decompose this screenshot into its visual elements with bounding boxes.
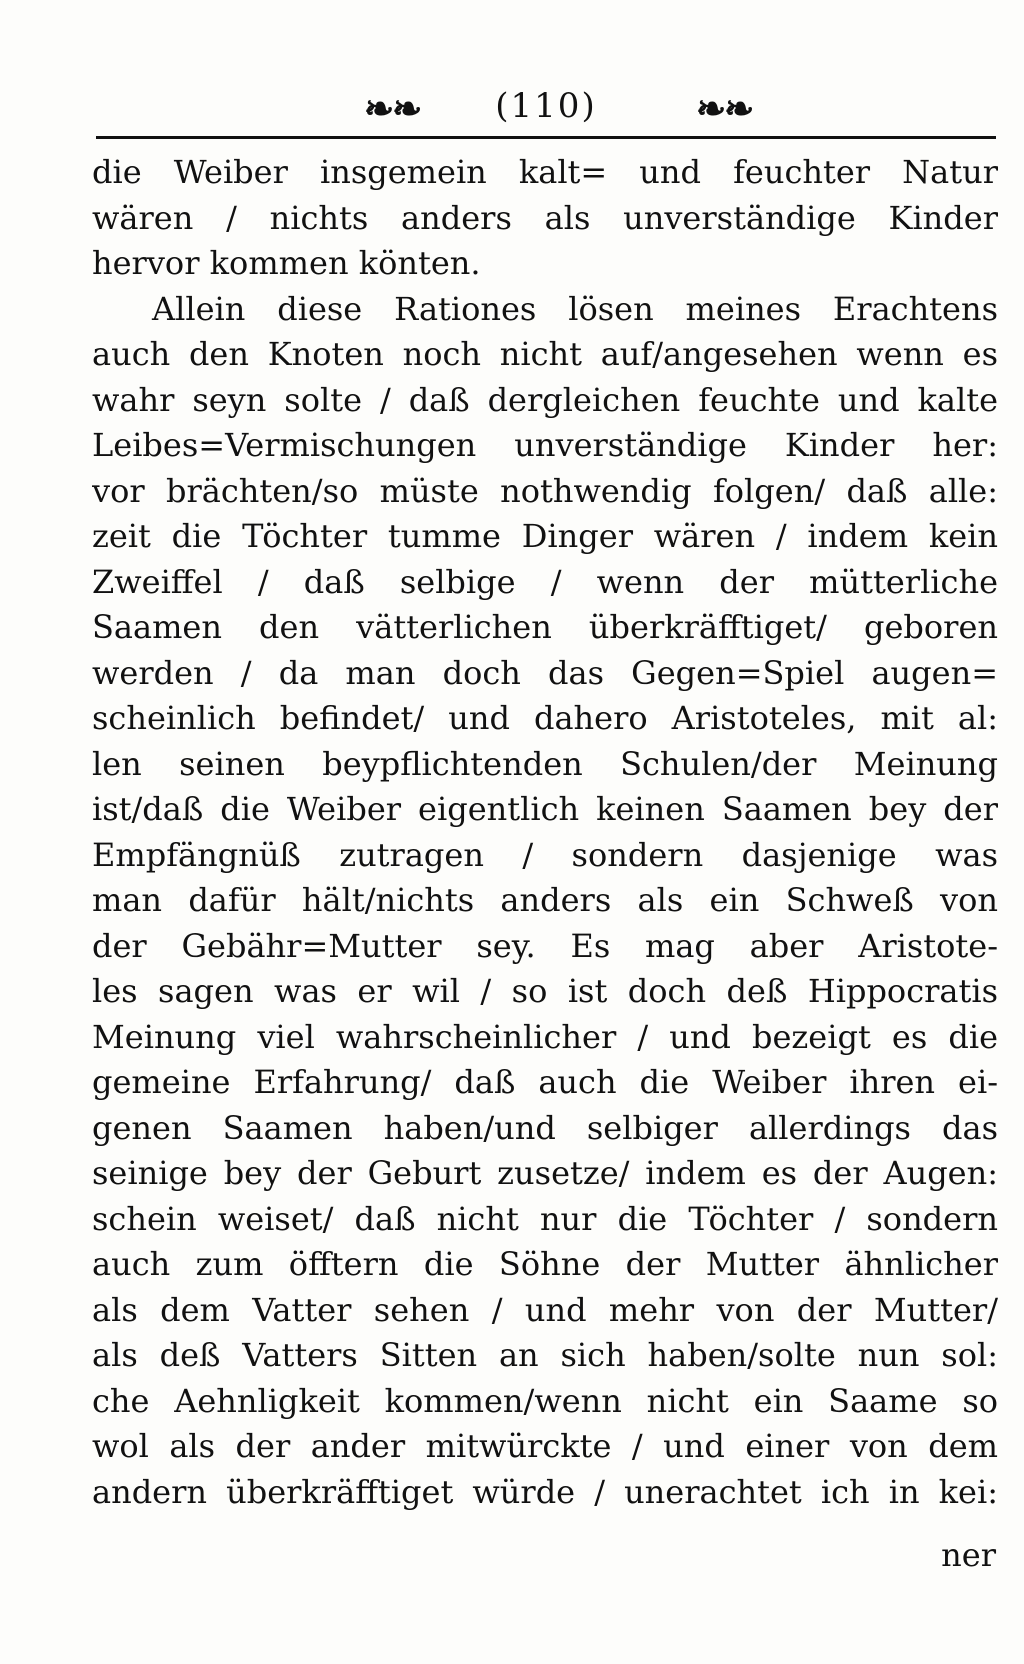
text-line: scheinlich befindet/ und dahero Aristoteles, mit al: — [92, 699, 998, 737]
text-line: als deß Vatters Sitten an sich haben/solte nun sol: — [92, 1336, 998, 1374]
text-line: Saamen den vätterlichen überkräfftiget/ geboren — [92, 608, 998, 646]
text-line: len seinen beypflichtenden Schulen/der Meinung — [92, 744, 998, 783]
header-rule — [96, 136, 996, 139]
text-line: wol als der ander mitwürckte / und einer von dem — [92, 1427, 998, 1465]
text-line: gemeine Erfahrung/ daß auch die Weiber ihren ei- — [92, 1063, 998, 1101]
page-header — [96, 82, 996, 138]
body-text — [92, 150, 998, 1515]
text-line: vor brächten/so müste nothwendig folgen/ daß alle: — [92, 471, 998, 510]
text-line: seinige bey der Geburt zusetze/ indem es der Augen: — [92, 1154, 998, 1192]
text-line: schein weiset/ daß nicht nur die Töchter / sondern — [92, 1199, 998, 1238]
text-line: werden / da man doch das Gegen=Spiel augen= — [92, 653, 998, 692]
text-line: der Gebähr=Mutter sey. Es mag aber Aristote- — [92, 926, 998, 965]
text-line: che Aehnligkeit kommen/wenn nicht ein Saame so — [92, 1381, 998, 1420]
text-line: les sagen was er wil / so ist doch deß Hippocratis — [92, 972, 998, 1010]
text-line: auch zum öfftern die Söhne der Mutter ähnlicher — [92, 1245, 998, 1283]
header-ornament-left: ❧❧ — [364, 88, 421, 130]
text-line: Allein diese Rationes lösen meines Erachtens — [152, 289, 998, 328]
text-line: andern überkräfftiget würde / unerachtet ich in kei: — [92, 1472, 998, 1511]
text-line: Empfängnüß zutragen / sondern dasjenige was — [92, 835, 998, 874]
text-line: ist/daß die Weiber eigentlich keinen Saamen bey der — [92, 790, 998, 828]
text-line: die Weiber insgemein kalt= und feuchter Natur — [92, 153, 998, 191]
text-line: wären / nichts anders als unverständige Kinder — [92, 198, 998, 237]
text-line: genen Saamen haben/und selbiger allerdings das — [92, 1108, 998, 1147]
text-line: hervor kommen könten. — [92, 244, 481, 282]
text-line: wahr seyn solte / daß dergleichen feuchte und kalte — [92, 380, 998, 419]
text-line: als dem Vatter sehen / und mehr von der Mutter/ — [92, 1290, 998, 1329]
text-line: auch den Knoten noch nicht auf/angesehen wenn es — [92, 335, 998, 373]
text-line: Meinung viel wahrscheinlicher / und bezeigt es die — [92, 1017, 998, 1056]
page-number: (110) — [495, 86, 597, 126]
text-line: Leibes=Vermischungen unverständige Kinder her: — [92, 426, 998, 464]
catchword: ner — [941, 1536, 996, 1574]
text-line: Zweiffel / daß selbige / wenn der mütterliche — [92, 562, 998, 601]
text-line: zeit die Töchter tumme Dinger wären / indem kein — [92, 517, 998, 555]
header-ornament-right: ❧❧ — [696, 88, 753, 130]
text-line: man dafür hält/nichts anders als ein Schweß von — [92, 881, 998, 919]
